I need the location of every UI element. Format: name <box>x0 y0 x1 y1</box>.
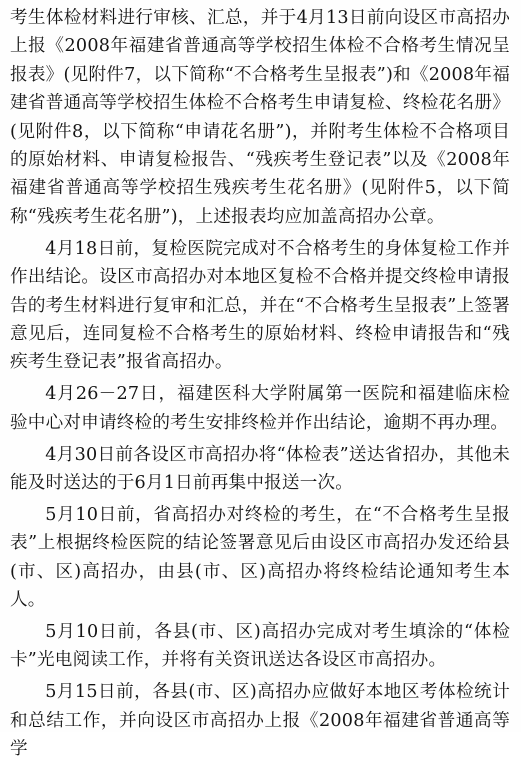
paragraph: 5月10日前，省高招办对终检的考生，在“不合格考生呈报表”上根据终检医院的结论签署意见后由设区市高招办发还给县(市、区)高招办，由县(市、区)高招办将终检结论通知考生本人。 <box>10 504 510 611</box>
paragraph-continued: 考生体检材料进行审核、汇总，并于4月13日前向设区市高招办上报《2008年福建省普通高等学校招生体检不合格考生情况呈报表》(见附件7，以下简称“不合格考生呈报表”)和《2008年福建省普通高等学校招生体检不合格考生申请复检、终检花名册》(见附件8，以下简称“申请花名册”)，并附考生体检不合格项目的原始材料、申请复检报告、“残疾考生登记表”以及《2008年福建省普通高等学校招生残疾考生花名册》(见附件5，以下简称“残疾考生花名册”)，上述报表均应加盖高招办公章。 <box>10 8 510 227</box>
paragraph: 4月26－27日，福建医科大学附属第一医院和福建临床检验中心对申请终检的考生安排终检并作出结论，逾期不再办理。 <box>10 384 510 433</box>
paragraph: 5月10日前，各县(市、区)高招办完成对考生填涂的“体检卡”光电阅读工作，并将有关资讯送达各设区市高招办。 <box>10 622 510 671</box>
paragraph: 4月18日前，复检医院完成对不合格考生的身体复检工作并作出结论。设区市高招办对本地区复检不合格并提交终检申请报告的考生材料进行复审和汇总，并在“不合格考生呈报表”上签署意见后，连同复检不合格考生的原始材料、终检申请报告和“残疾考生登记表”报省高招办。 <box>10 238 510 373</box>
paragraph: 4月30日前各设区市高招办将“体检表”送达省招办，其他未能及时送达的于6月1日前再集中报送一次。 <box>10 444 510 493</box>
document-body <box>10 4 510 767</box>
paragraph: 5月15日前，各县(市、区)高招办应做好本地区考体检统计和总结工作，并向设区市高招办上报《2008年福建省普通高等学 <box>10 682 510 760</box>
